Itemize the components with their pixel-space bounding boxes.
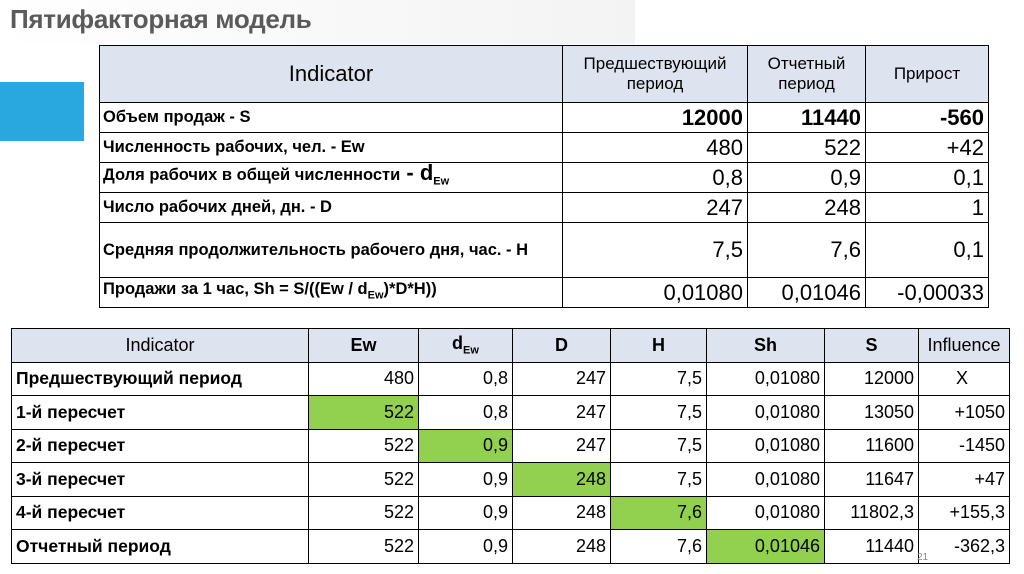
header-growth: Прирост: [866, 46, 989, 103]
header-dew: [419, 329, 513, 363]
sh-value: 0,01080: [707, 463, 825, 497]
summary-table: [99, 45, 989, 308]
s-value: 11802,3: [825, 496, 919, 530]
prev-value: 247: [563, 193, 748, 223]
curr-value: 0,01046: [748, 278, 866, 308]
dew-value: 0,8: [419, 362, 513, 396]
sh-value: 0,01080: [707, 362, 825, 396]
influence-value: +1050: [919, 396, 1010, 430]
row-label: 2-й пересчет: [12, 429, 309, 463]
d-value: 248: [513, 463, 611, 497]
dew-value: 0,9: [419, 496, 513, 530]
h-value: 7,5: [611, 396, 707, 430]
table-row: [100, 278, 989, 308]
growth-value: +42: [866, 133, 989, 163]
row-label-sub: Ew: [367, 289, 384, 302]
row-label: 4-й пересчет: [12, 496, 309, 530]
header-indicator: Indicator: [100, 46, 563, 103]
row-label-dash: - d: [400, 162, 434, 186]
header-sh: Sh: [707, 329, 825, 363]
table-row: [12, 496, 1010, 530]
recalculation-table: [11, 328, 1010, 564]
page-number: 21: [917, 552, 929, 563]
row-label: Численность рабочих, чел. - Ew: [100, 133, 563, 163]
h-value: 7,5: [611, 429, 707, 463]
d-value: 247: [513, 396, 611, 430]
growth-value: 1: [866, 193, 989, 223]
table-row: [12, 530, 1010, 564]
prev-value: 0,01080: [563, 278, 748, 308]
table-row: [100, 103, 989, 133]
ew-value: 480: [309, 362, 419, 396]
dew-value: 0,8: [419, 396, 513, 430]
d-value: 247: [513, 362, 611, 396]
row-label: Отчетный период: [12, 530, 309, 564]
sh-value: 0,01080: [707, 396, 825, 430]
growth-value: -560: [866, 103, 989, 133]
curr-value: 11440: [748, 103, 866, 133]
h-value: 7,5: [611, 463, 707, 497]
growth-value: 0,1: [866, 223, 989, 278]
header-prev-period: Предшествующий период: [563, 46, 748, 103]
row-label: [100, 163, 563, 193]
h-value: 7,5: [611, 362, 707, 396]
header-influence: Influence: [919, 329, 1010, 363]
row-label: 3-й пересчет: [12, 463, 309, 497]
curr-value: 522: [748, 133, 866, 163]
row-label: Число рабочих дней, дн. - D: [100, 193, 563, 223]
dew-value: 0,9: [419, 530, 513, 564]
prev-value: 480: [563, 133, 748, 163]
row-label: Средняя продолжительность рабочего дня, час. - H: [100, 223, 563, 278]
header-h: H: [611, 329, 707, 363]
row-label-a: Продажи за 1 час, Sh = S/((Ew / d: [103, 279, 368, 298]
header-d: D: [513, 329, 611, 363]
ew-value: 522: [309, 429, 419, 463]
prev-value: 7,5: [563, 223, 748, 278]
h-value: 7,6: [611, 496, 707, 530]
header-ew: Ew: [309, 329, 419, 363]
d-value: 247: [513, 429, 611, 463]
summary-header-row: [100, 46, 989, 103]
header-curr-period: Отчетный период: [748, 46, 866, 103]
row-label-b: )*D*H)): [383, 279, 437, 298]
s-value: 11440: [825, 530, 919, 564]
recalc-header-row: [12, 329, 1010, 363]
row-label: Предшествующий период: [12, 362, 309, 396]
s-value: 12000: [825, 362, 919, 396]
row-label: [100, 278, 563, 308]
influence-value: +155,3: [919, 496, 1010, 530]
header-indicator: Indicator: [12, 329, 309, 363]
s-value: 11600: [825, 429, 919, 463]
curr-value: 7,6: [748, 223, 866, 278]
ew-value: 522: [309, 530, 419, 564]
table-row: [12, 362, 1010, 396]
table-row: [12, 429, 1010, 463]
s-value: 13050: [825, 396, 919, 430]
table-row: [100, 193, 989, 223]
h-value: 7,6: [611, 530, 707, 564]
influence-value: X: [919, 362, 1010, 396]
slide-title: Пятифакторная модель: [10, 4, 312, 34]
s-value: 11647: [825, 463, 919, 497]
header-dew-main: d: [452, 333, 464, 354]
sh-value: 0,01046: [707, 530, 825, 564]
ew-value: 522: [309, 496, 419, 530]
table-row: [12, 463, 1010, 497]
influence-value: -362,3: [919, 530, 1010, 564]
curr-value: 0,9: [748, 163, 866, 193]
row-label-main: Доля рабочих в общей численности: [103, 166, 401, 185]
row-label-sub: Ew: [433, 175, 450, 188]
d-value: 248: [513, 496, 611, 530]
table-row: [100, 223, 989, 278]
ew-value: 522: [309, 463, 419, 497]
growth-value: 0,1: [866, 163, 989, 193]
dew-value: 0,9: [419, 463, 513, 497]
row-label: 1-й пересчет: [12, 396, 309, 430]
table-row: [100, 163, 989, 193]
d-value: 248: [513, 530, 611, 564]
sh-value: 0,01080: [707, 496, 825, 530]
accent-block: [0, 82, 84, 141]
prev-value: 12000: [563, 103, 748, 133]
growth-value: -0,00033: [866, 278, 989, 308]
ew-value: 522: [309, 396, 419, 430]
influence-value: -1450: [919, 429, 1010, 463]
header-dew-sub: Ew: [463, 345, 479, 358]
prev-value: 0,8: [563, 163, 748, 193]
table-row: [12, 396, 1010, 430]
row-label: Объем продаж - S: [100, 103, 563, 133]
influence-value: +47: [919, 463, 1010, 497]
table-row: [100, 133, 989, 163]
curr-value: 248: [748, 193, 866, 223]
dew-value: 0,9: [419, 429, 513, 463]
sh-value: 0,01080: [707, 429, 825, 463]
header-s: S: [825, 329, 919, 363]
